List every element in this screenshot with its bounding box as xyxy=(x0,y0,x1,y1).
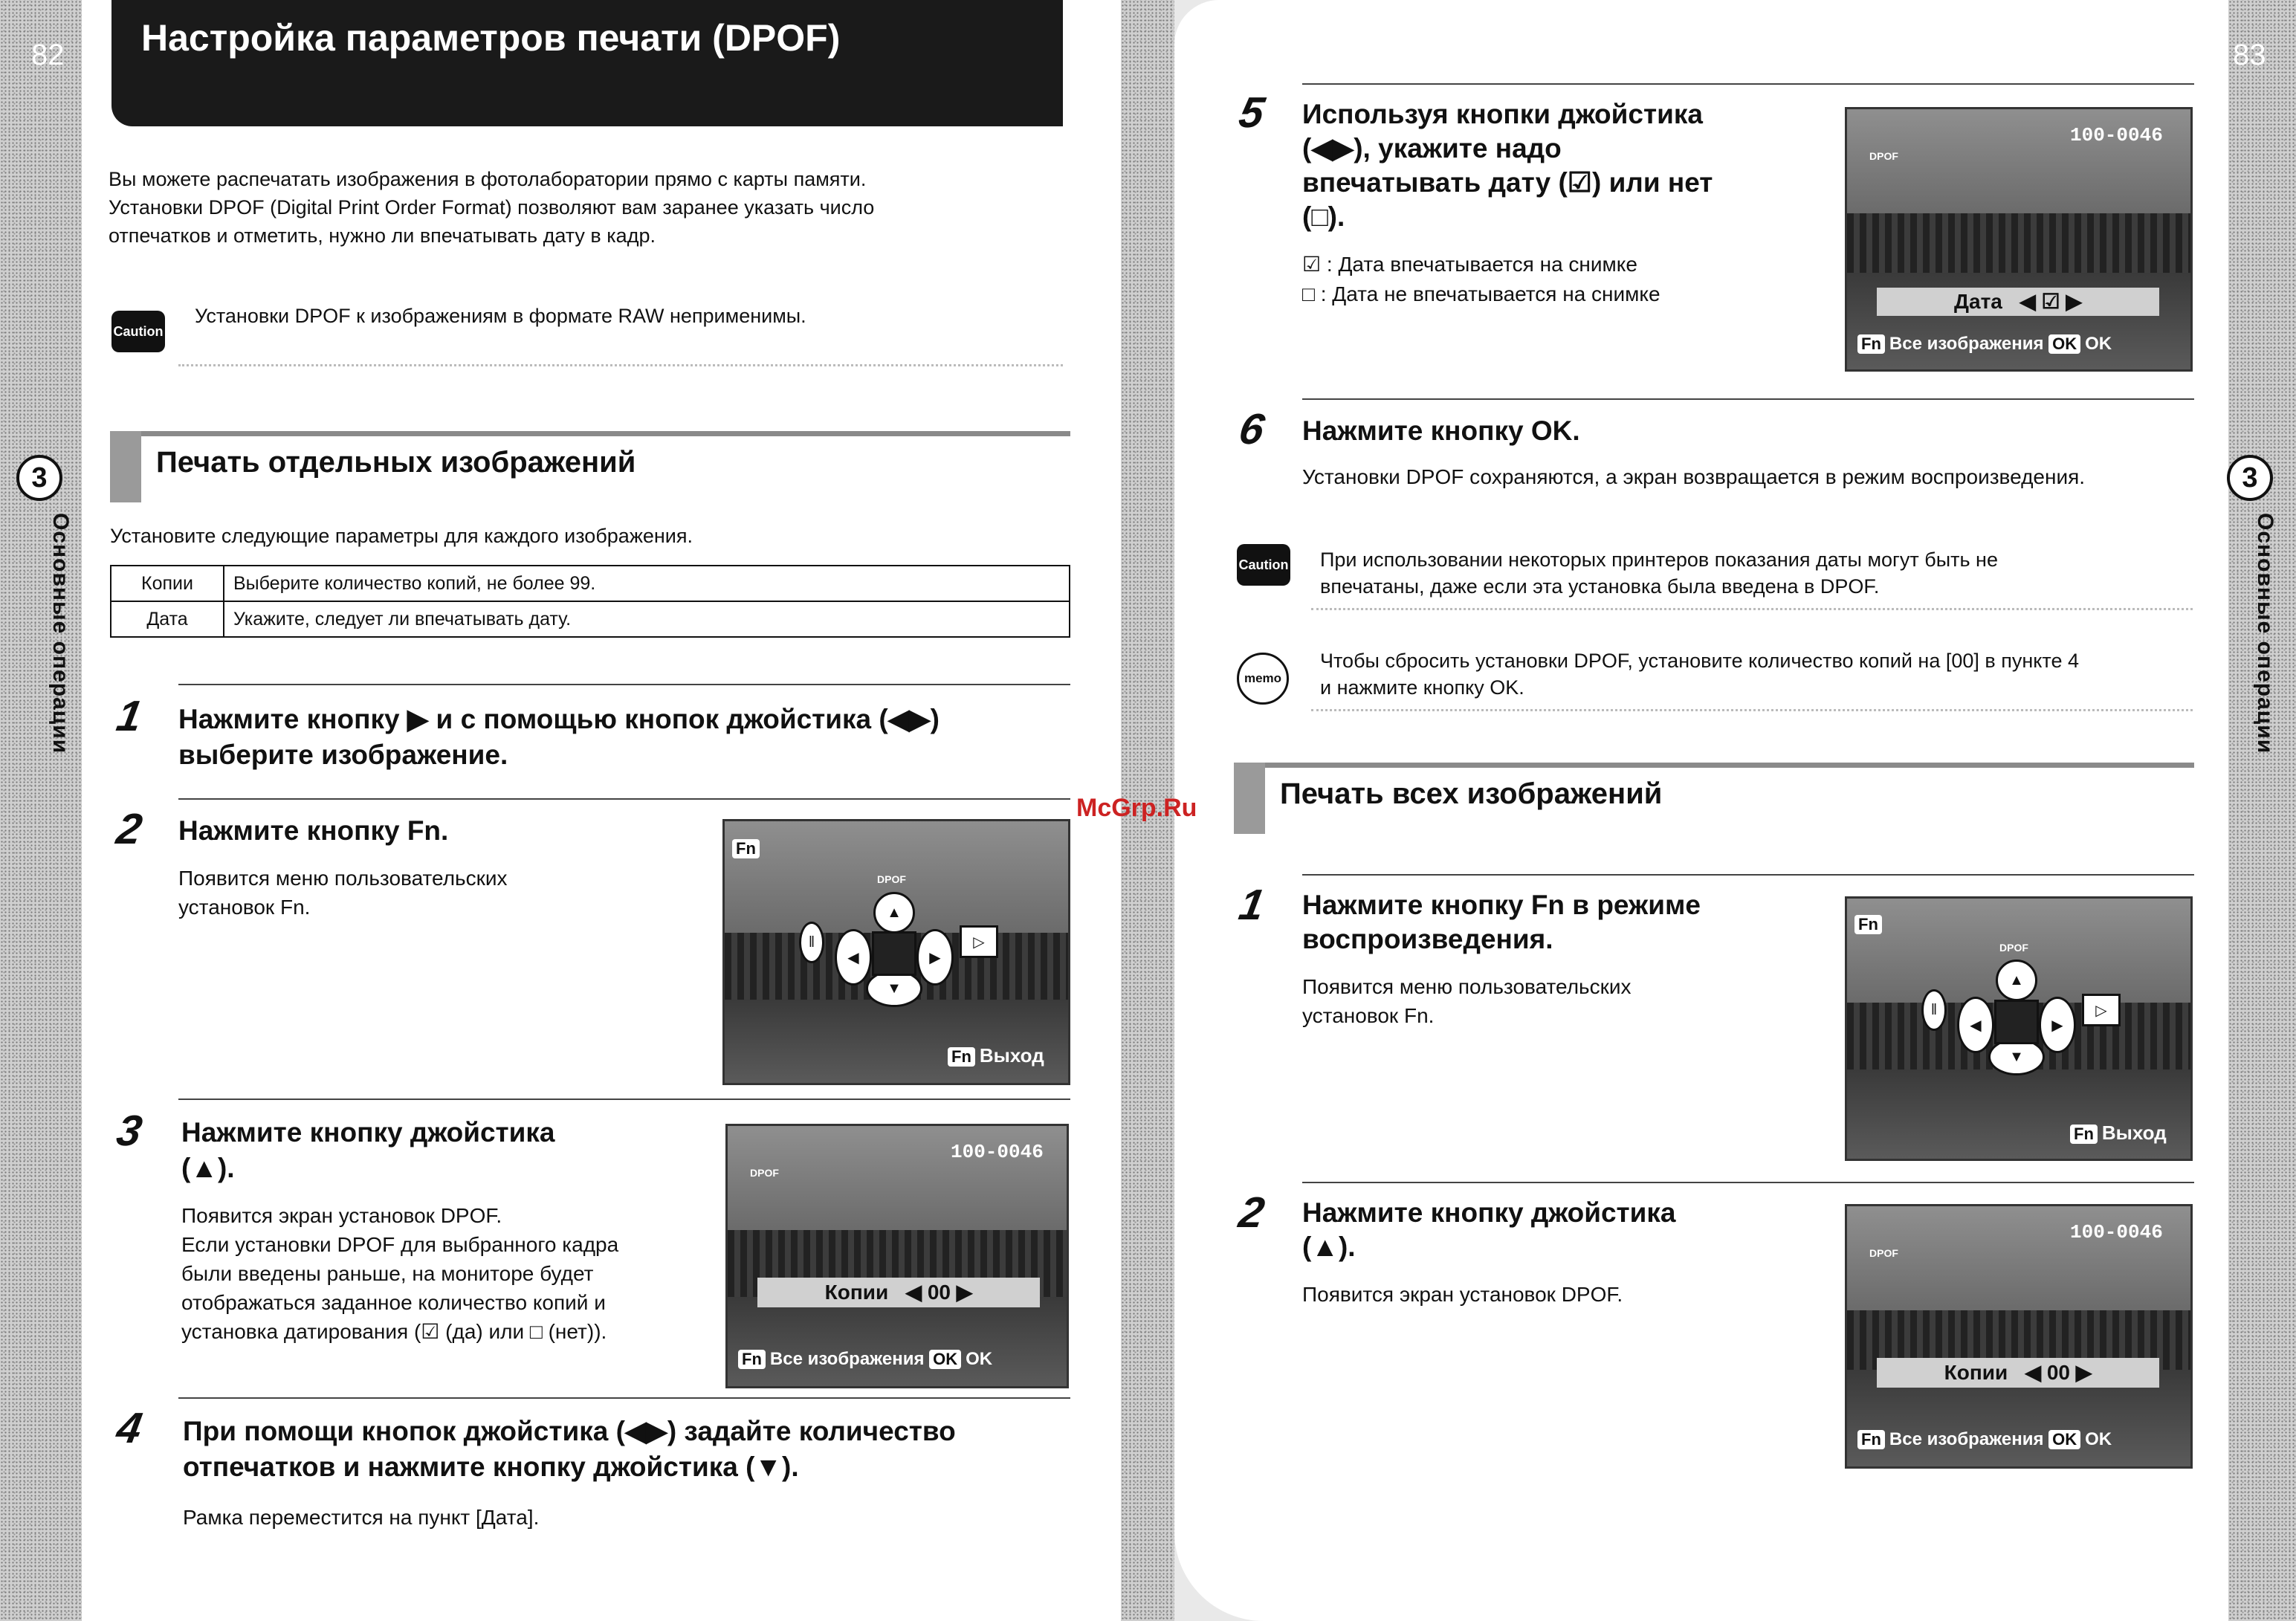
option-date-no: □ : Дата не впечатывается на снимке xyxy=(1302,282,1660,305)
memo-text-line-1: Чтобы сбросить установки DPOF, установите количество копий на [00] в пункте 4 xyxy=(1320,650,2079,672)
all-step-number-1: 1 xyxy=(1235,881,1268,929)
camera-screen-dpof-date xyxy=(1845,107,2193,372)
chapter-tab-label: Основные операции xyxy=(2253,513,2277,754)
step-5-heading-line-3: впечатывать дату (☑) или нет xyxy=(1302,167,1713,198)
setting-label: Копии xyxy=(824,1281,889,1304)
page-title: Настройка параметров печати (DPOF) xyxy=(141,17,841,59)
step-1-heading-line-2: выберите изображение. xyxy=(178,740,508,770)
dpof-icon: DPOF xyxy=(1869,1247,1898,1259)
page-number-left: 82 xyxy=(31,39,65,71)
step-3-heading-line-1: Нажмите кнопку джойстика xyxy=(181,1117,555,1148)
params-table xyxy=(110,565,1070,638)
all-step-2-heading-line-1: Нажмите кнопку джойстика xyxy=(1302,1197,1676,1228)
all-step-1-body-line-2: установок Fn. xyxy=(1302,1004,1435,1027)
step-4-body: Рамка переместится на пункт [Дата]. xyxy=(183,1506,540,1529)
ok-badge: OK xyxy=(2048,334,2080,354)
step-divider xyxy=(178,1099,1070,1100)
joystick-center-icon xyxy=(1994,1000,2039,1044)
joystick-up-icon: ▲ xyxy=(1996,960,2037,1001)
step-divider xyxy=(178,1397,1070,1399)
setting-value: ◀ 00 ▶ xyxy=(905,1281,973,1304)
caution-divider xyxy=(1311,608,2193,610)
all-images-label: Все изображения xyxy=(1889,1429,2044,1449)
camera-screen-fn-menu xyxy=(1845,896,2193,1161)
step-number-3: 3 xyxy=(113,1107,146,1155)
fn-exit-badge: Fn xyxy=(2070,1125,2098,1144)
setting-row xyxy=(1877,1358,2159,1388)
step-1-heading-line-1: Нажмите кнопку ▶ и с помощью кнопок джойстика (◀▶) xyxy=(178,704,940,734)
all-images-label: Все изображения xyxy=(769,1349,925,1369)
joystick-down-icon: ▼ xyxy=(866,970,922,1007)
fn-exit-badge: Fn xyxy=(948,1047,975,1067)
dpof-icon: DPOF xyxy=(877,873,906,885)
joystick-down-icon: ▼ xyxy=(1988,1038,2045,1075)
step-2-body-line-1: Появится меню пользовательских xyxy=(178,867,508,890)
setting-row xyxy=(757,1278,1040,1307)
camera-screen-dpof-copies xyxy=(1845,1204,2193,1469)
setting-label: Дата xyxy=(1954,290,2002,313)
memo-divider xyxy=(1311,709,2193,711)
step-3-heading-line-2: (▲). xyxy=(181,1153,235,1183)
joystick-right-icon: ▶ xyxy=(2039,997,2076,1053)
step-divider xyxy=(178,798,1070,800)
chapter-tab-icon: 3 xyxy=(16,455,62,501)
section-intro: Установите следующие параметры для каждого изображения. xyxy=(110,525,693,547)
all-step-1-heading-line-1: Нажмите кнопку Fn в режиме xyxy=(1302,890,1701,920)
step-5-heading-line-2: (◀▶), укажите надо xyxy=(1302,133,1562,164)
watermark-text: McGrp.Ru xyxy=(1076,794,1197,822)
memo-icon: memo xyxy=(1237,653,1289,705)
intro-line-2: Установки DPOF (Digital Print Order Format) позволяют вам заранее указать число xyxy=(109,196,875,219)
step-3-body-line-4: отображаться заданное количество копий и xyxy=(181,1291,606,1314)
mode-left-icon: ‖ xyxy=(799,922,824,963)
chapter-tab-icon: 3 xyxy=(2227,455,2273,501)
ok-badge: OK xyxy=(929,1350,961,1369)
exit-label: Выход xyxy=(2101,1122,2167,1144)
joystick-center-icon xyxy=(872,931,916,976)
all-images-label: Все изображения xyxy=(1889,334,2044,354)
left-edge-texture xyxy=(0,0,82,1621)
setting-value: ◀ 00 ▶ xyxy=(2025,1361,2092,1384)
step-3-body-line-2: Если установки DPOF для выбранного кадра xyxy=(181,1233,619,1256)
table-row xyxy=(111,566,1070,601)
fn-badge: Fn xyxy=(732,839,760,858)
all-step-number-2: 2 xyxy=(1235,1188,1268,1237)
step-3-body-line-1: Появится экран установок DPOF. xyxy=(181,1204,502,1227)
step-divider xyxy=(1302,83,2194,85)
caution-text-line-1: При использовании некоторых принтеров показания даты могут быть не xyxy=(1320,549,1998,571)
all-step-1-heading-line-2: воспроизведения. xyxy=(1302,924,1553,954)
fn-badge: Fn xyxy=(738,1350,766,1369)
file-number: 100-0046 xyxy=(2070,124,2163,146)
joystick-left-icon: ◀ xyxy=(835,929,872,986)
section-header-all xyxy=(1234,763,2194,834)
joystick-left-icon: ◀ xyxy=(1957,997,1994,1053)
setting-label: Копии xyxy=(1944,1361,2008,1384)
param-label: Копии xyxy=(111,566,224,601)
caution-icon: Caution xyxy=(111,311,165,352)
step-5-heading-line-4: (□). xyxy=(1302,201,1345,232)
param-text: Укажите, следует ли впечатывать дату. xyxy=(224,601,1070,637)
step-divider xyxy=(1302,1182,2194,1183)
step-3-body-line-5: установка датирования (☑ (да) или □ (нет)). xyxy=(181,1320,607,1343)
right-edge-texture xyxy=(2228,0,2296,1621)
intro-line-1: Вы можете распечатать изображения в фотолаборатории прямо с карты памяти. xyxy=(109,168,867,190)
param-text: Выберите количество копий, не более 99. xyxy=(224,566,1070,601)
fn-badge: Fn xyxy=(1857,1430,1885,1449)
step-number-5: 5 xyxy=(1235,88,1268,137)
setting-row xyxy=(1877,288,2159,316)
section-title-single: Печать отдельных изображений xyxy=(156,446,636,479)
step-3-body-line-3: были введены раньше, на мониторе будет xyxy=(181,1262,594,1285)
step-divider xyxy=(178,684,1070,685)
exit-label: Выход xyxy=(979,1044,1044,1067)
step-number-1: 1 xyxy=(113,692,146,740)
setting-value: ◀ ☑ ▶ xyxy=(2019,290,2082,313)
joystick-up-icon: ▲ xyxy=(873,892,915,934)
dpof-icon: DPOF xyxy=(1869,150,1898,162)
fn-badge: Fn xyxy=(1854,915,1882,934)
step-4-heading-line-1: При помощи кнопок джойстика (◀▶) задайте количество xyxy=(183,1416,956,1446)
ok-label: OK xyxy=(966,1349,993,1369)
step-6-body: Установки DPOF сохраняются, а экран возвращается в режим воспроизведения. xyxy=(1302,465,2086,488)
section-header-single xyxy=(110,431,1070,502)
caution-text-line-2: впечатаны, даже если эта установка была введена в DPOF. xyxy=(1320,575,1880,598)
step-5-heading-line-1: Используя кнопки джойстика xyxy=(1302,99,1703,129)
chapter-tab-label: Основные операции xyxy=(48,513,73,754)
step-6-heading: Нажмите кнопку OK. xyxy=(1302,415,1580,446)
mode-left-icon: ‖ xyxy=(1921,989,1947,1031)
step-number-2: 2 xyxy=(113,805,146,853)
ok-label: OK xyxy=(2085,1429,2112,1449)
step-2-heading: Нажмите кнопку Fn. xyxy=(178,815,449,846)
step-4-heading-line-2: отпечатков и нажмите кнопку джойстика (▼). xyxy=(183,1452,799,1482)
all-step-1-body-line-1: Появится меню пользовательских xyxy=(1302,975,1632,998)
dpof-icon: DPOF xyxy=(750,1167,779,1179)
step-divider xyxy=(1302,398,2194,400)
table-row xyxy=(111,601,1070,637)
file-number: 100-0046 xyxy=(951,1141,1044,1163)
section-title-all: Печать всех изображений xyxy=(1280,777,1663,810)
step-number-4: 4 xyxy=(113,1404,146,1452)
dpof-icon: DPOF xyxy=(1999,942,2028,954)
fn-badge: Fn xyxy=(1857,334,1885,354)
step-number-6: 6 xyxy=(1235,405,1268,453)
camera-screen-dpof-copies xyxy=(725,1124,1069,1388)
slideshow-icon: ▷ xyxy=(960,925,998,958)
page-number-right: 83 xyxy=(2233,39,2266,71)
slideshow-icon: ▷ xyxy=(2082,994,2121,1026)
file-number: 100-0046 xyxy=(2070,1221,2163,1243)
all-step-2-body: Появится экран установок DPOF. xyxy=(1302,1283,1623,1306)
step-2-body-line-2: установок Fn. xyxy=(178,896,311,919)
joystick-right-icon: ▶ xyxy=(916,929,954,986)
ok-badge: OK xyxy=(2048,1430,2080,1449)
memo-text-line-2: и нажмите кнопку OK. xyxy=(1320,676,1524,699)
option-date-yes: ☑ : Дата впечатывается на снимке xyxy=(1302,253,1637,276)
param-label: Дата xyxy=(111,601,224,637)
intro-line-3: отпечатков и отметить, нужно ли впечатывать дату в кадр. xyxy=(109,224,656,247)
ok-label: OK xyxy=(2085,334,2112,354)
caution-divider xyxy=(178,364,1063,366)
camera-screen-fn-menu xyxy=(722,819,1070,1085)
all-step-2-heading-line-2: (▲). xyxy=(1302,1232,1356,1262)
step-divider xyxy=(1302,874,2194,876)
caution-text: Установки DPOF к изображениям в формате RAW неприменимы. xyxy=(195,305,806,327)
caution-icon: Caution xyxy=(1237,544,1290,586)
